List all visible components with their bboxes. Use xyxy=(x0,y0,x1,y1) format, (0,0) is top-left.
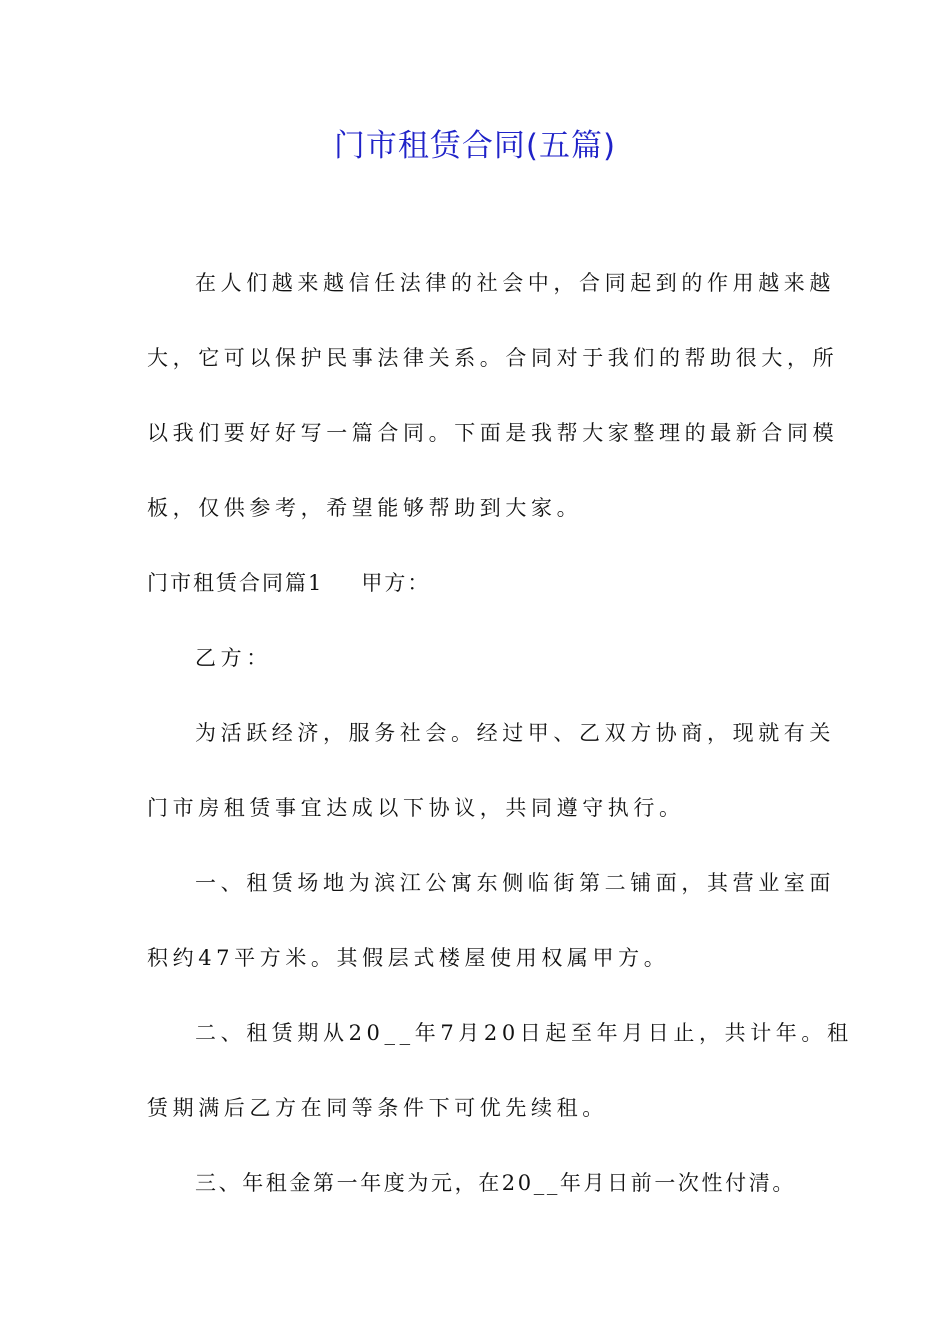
party-a-label: 甲方： xyxy=(361,571,431,595)
intro-line-2: 大，它可以保护民事法律关系。合同对于我们的帮助很大，所 xyxy=(147,346,839,370)
intro-line-1: 在人们越来越信任法律的社会中，合同起到的作用越来越 xyxy=(195,271,835,295)
body-line-6: 赁期满后乙方在同等条件下可优先续租。 xyxy=(147,1096,608,1120)
body-line-2: 门市房租赁事宜达成以下协议，共同遵守执行。 xyxy=(147,796,685,820)
body-line-7: 三、年租金第一年度为元，在20__年月日前一次性付清。 xyxy=(195,1171,796,1195)
body-line-4: 积约47平方米。其假层式楼屋使用权属甲方。 xyxy=(147,946,670,970)
document-title: 门市租赁合同(五篇) xyxy=(333,128,617,164)
party-b-label: 乙方： xyxy=(195,646,272,670)
section-1-heading: 门市租赁合同篇1 xyxy=(147,571,324,595)
body-line-3: 一、租赁场地为滨江公寓东侧临街第二铺面，其营业室面 xyxy=(195,871,835,895)
intro-line-4: 板，仅供参考，希望能够帮助到大家。 xyxy=(147,496,583,520)
section-heading-row xyxy=(147,568,807,598)
intro-line-3: 以我们要好好写一篇合同。下面是我帮大家整理的最新合同模 xyxy=(147,421,839,445)
body-line-5: 二、租赁期从20__年7月20日起至年月日止，共计年。租 xyxy=(195,1021,853,1045)
body-line-1: 为活跃经济，服务社会。经过甲、乙双方协商，现就有关 xyxy=(195,721,835,745)
